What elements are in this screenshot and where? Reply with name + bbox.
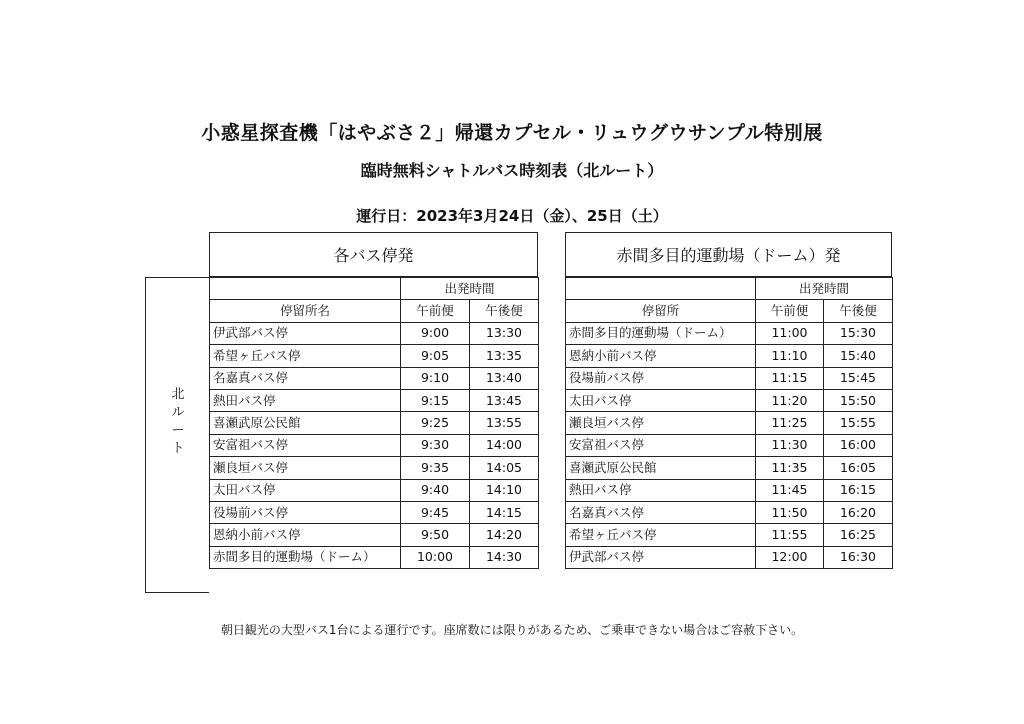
pm-time-cell: 15:40 (824, 345, 893, 367)
am-time-cell: 11:55 (756, 524, 824, 546)
am-time-cell: 9:45 (401, 501, 470, 523)
stop-name-cell: 恩納小前バス停 (210, 524, 401, 546)
pm-header: 午後便 (470, 300, 539, 322)
pm-time-cell: 13:35 (470, 345, 539, 367)
pm-time-cell: 14:30 (470, 546, 539, 568)
stop-name-header: 停留所名 (210, 300, 401, 322)
table-row (566, 322, 893, 344)
table-row (566, 524, 893, 546)
table-row (210, 367, 539, 389)
stop-name-cell: 赤間多目的運動場（ドーム） (210, 546, 401, 568)
table-row (210, 479, 539, 501)
pm-time-cell: 15:50 (824, 389, 893, 411)
pm-time-cell: 14:05 (470, 457, 539, 479)
table-row (566, 412, 893, 434)
table-row (210, 345, 539, 367)
stop-name-cell: 恩納小前バス停 (566, 345, 756, 367)
table-header-row (566, 300, 893, 322)
table-row (566, 367, 893, 389)
pm-time-cell: 14:00 (470, 434, 539, 456)
am-time-cell: 11:00 (756, 322, 824, 344)
pm-time-cell: 13:45 (470, 389, 539, 411)
am-time-cell: 11:25 (756, 412, 824, 434)
table-row (566, 479, 893, 501)
am-time-cell: 9:15 (401, 389, 470, 411)
stop-name-header: 停留所 (566, 300, 756, 322)
am-time-cell: 11:35 (756, 457, 824, 479)
am-time-cell: 11:50 (756, 501, 824, 523)
table-row (566, 345, 893, 367)
stop-name-cell: 伊武部バス停 (210, 322, 401, 344)
stop-name-cell: 喜瀬武原公民館 (566, 457, 756, 479)
pm-time-cell: 16:15 (824, 479, 893, 501)
table-row (210, 389, 539, 411)
am-time-cell: 9:50 (401, 524, 470, 546)
operation-date: 運行日：2023年3月24日（金）、25日（土） (356, 207, 668, 225)
pm-time-cell: 16:25 (824, 524, 893, 546)
stop-name-cell: 名嘉真バス停 (566, 501, 756, 523)
am-time-cell: 11:15 (756, 367, 824, 389)
departure-time-header: 出発時間 (756, 278, 893, 300)
am-time-cell: 9:00 (401, 322, 470, 344)
stop-name-cell: 役場前バス停 (566, 367, 756, 389)
stop-name-cell: 安富祖バス停 (210, 434, 401, 456)
route-label-char: ー (171, 423, 185, 438)
am-time-cell: 9:40 (401, 479, 470, 501)
stop-name-cell: 希望ヶ丘バス停 (210, 345, 401, 367)
stop-name-cell: 赤間多目的運動場（ドーム） (566, 322, 756, 344)
table-row (566, 501, 893, 523)
am-time-cell: 11:45 (756, 479, 824, 501)
page-subtitle: 臨時無料シャトルバス時刻表（北ルート） (360, 161, 664, 180)
am-header: 午前便 (401, 300, 470, 322)
page-title: 小惑星探査機「はやぶさ２」帰還カプセル・リュウグウサンプル特別展 (201, 122, 823, 144)
pm-time-cell: 14:20 (470, 524, 539, 546)
pm-time-cell: 16:00 (824, 434, 893, 456)
left-timetable (209, 277, 539, 569)
table-row (210, 546, 539, 568)
stop-name-cell: 安富祖バス停 (566, 434, 756, 456)
stop-name-cell: 名嘉真バス停 (210, 367, 401, 389)
stop-name-cell: 希望ヶ丘バス停 (566, 524, 756, 546)
table-row (210, 501, 539, 523)
pm-time-cell: 16:05 (824, 457, 893, 479)
route-label-char: 北 (171, 387, 185, 402)
stop-name-cell: 熱田バス停 (210, 389, 401, 411)
pm-time-cell: 15:55 (824, 412, 893, 434)
am-time-cell: 11:10 (756, 345, 824, 367)
right-timetable-body (566, 278, 893, 569)
blank-header-cell (210, 278, 401, 300)
am-time-cell: 9:25 (401, 412, 470, 434)
table-header-row (210, 278, 539, 300)
stop-name-cell: 熱田バス停 (566, 479, 756, 501)
stop-name-cell: 伊武部バス停 (566, 546, 756, 568)
table-row (210, 457, 539, 479)
pm-time-cell: 15:30 (824, 322, 893, 344)
table-row (210, 434, 539, 456)
pm-time-cell: 15:45 (824, 367, 893, 389)
table-row (210, 524, 539, 546)
am-time-cell: 9:30 (401, 434, 470, 456)
table-row (566, 434, 893, 456)
stop-name-cell: 太田バス停 (566, 389, 756, 411)
pm-time-cell: 13:55 (470, 412, 539, 434)
stop-name-cell: 喜瀬武原公民館 (210, 412, 401, 434)
am-time-cell: 11:30 (756, 434, 824, 456)
route-label-char: ル (171, 405, 185, 420)
pm-time-cell: 14:10 (470, 479, 539, 501)
stop-name-cell: 瀬良垣バス停 (566, 412, 756, 434)
table-row (210, 412, 539, 434)
route-label (146, 386, 210, 458)
table-row (210, 322, 539, 344)
pm-time-cell: 16:20 (824, 501, 893, 523)
right-timetable (565, 277, 893, 569)
am-time-cell: 9:10 (401, 367, 470, 389)
am-header: 午前便 (756, 300, 824, 322)
table-row (566, 457, 893, 479)
am-time-cell: 10:00 (401, 546, 470, 568)
pm-header: 午後便 (824, 300, 893, 322)
right-table-header: 赤間多目的運動場（ドーム）発 (565, 232, 892, 277)
stop-name-cell: 太田バス停 (210, 479, 401, 501)
stop-name-cell: 役場前バス停 (210, 501, 401, 523)
pm-time-cell: 16:30 (824, 546, 893, 568)
departure-time-header: 出発時間 (401, 278, 539, 300)
route-label-box (145, 277, 209, 593)
footnote: 朝日観光の大型バス1台による運行です。座席数には限りがあるため、ご乗車できない場合はご容赦下さい。 (220, 623, 804, 637)
pm-time-cell: 13:30 (470, 322, 539, 344)
am-time-cell: 11:20 (756, 389, 824, 411)
pm-time-cell: 13:40 (470, 367, 539, 389)
table-header-row (210, 300, 539, 322)
am-time-cell: 12:00 (756, 546, 824, 568)
table-row (566, 389, 893, 411)
am-time-cell: 9:05 (401, 345, 470, 367)
pm-time-cell: 14:15 (470, 501, 539, 523)
route-label-char: ト (171, 441, 185, 456)
blank-header-cell (566, 278, 756, 300)
left-table-header: 各バス停発 (209, 232, 538, 277)
am-time-cell: 9:35 (401, 457, 470, 479)
stop-name-cell: 瀬良垣バス停 (210, 457, 401, 479)
left-timetable-body (210, 278, 539, 569)
table-header-row (566, 278, 893, 300)
table-row (566, 546, 893, 568)
